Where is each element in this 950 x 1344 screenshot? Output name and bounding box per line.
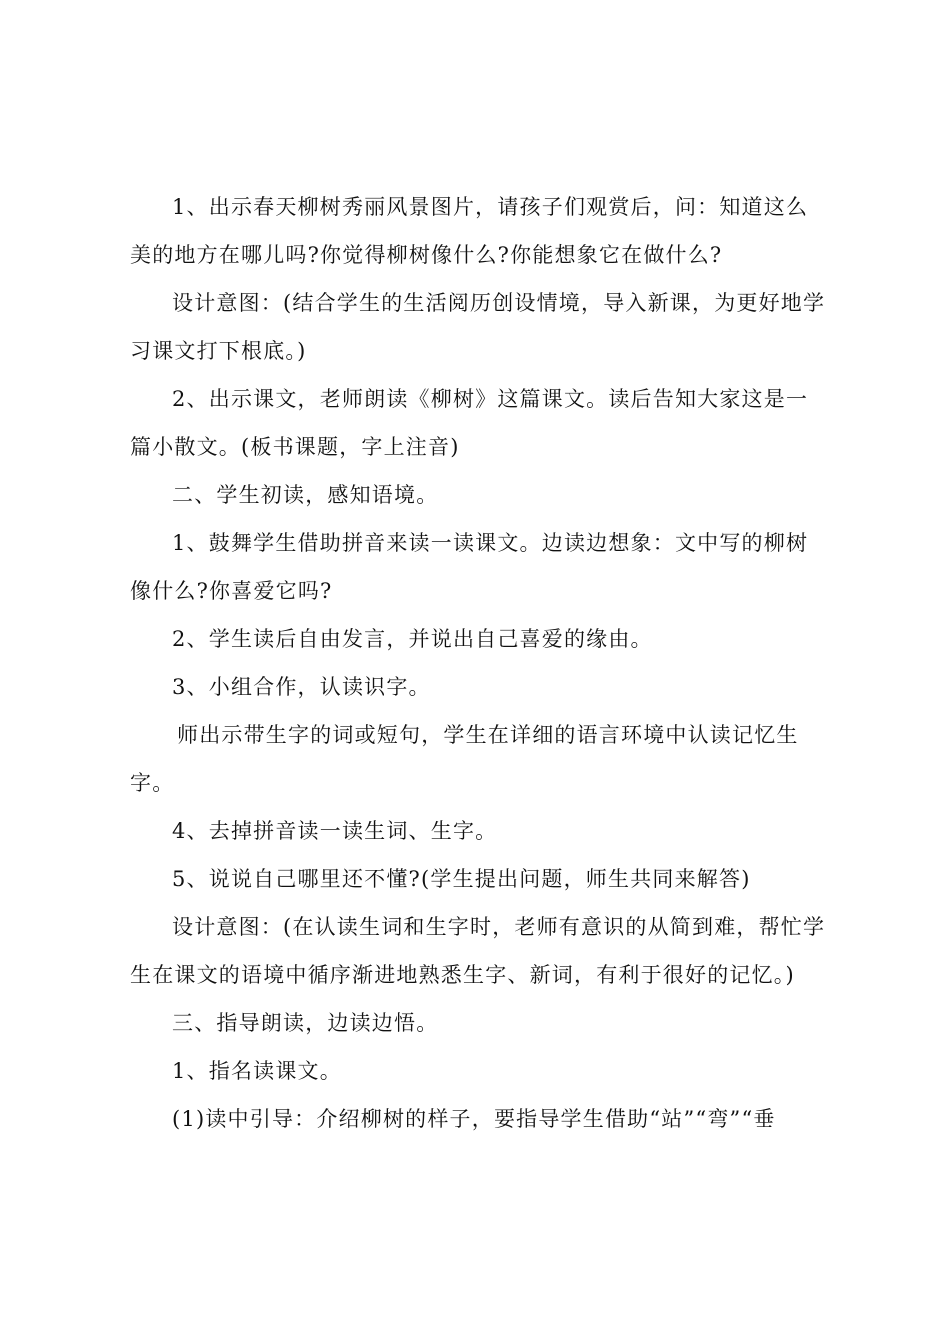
paragraph-6: 2、学生读后自由发言，并说出自己喜爱的缘由。 xyxy=(172,627,653,651)
paragraph-7: 3、小组合作，认读识字。 xyxy=(172,675,431,699)
section-heading-2: 二、学生初读，感知语境。 xyxy=(172,483,439,507)
document-body xyxy=(130,183,830,1143)
paragraph-3: 2、出示课文，老师朗读《柳树》这篇课文。读后告知大家这是一篇小散文。(板书课题，字上注音) xyxy=(130,387,809,459)
paragraph-8: 师出示带生字的词或短句，学生在详细的语言环境中认读记忆生字。 xyxy=(130,723,799,795)
paragraph-14: (1)读中引导：介绍柳树的样子，要指导学生借助“站”“弯”“垂 xyxy=(172,1107,776,1131)
paragraph-5: 1、鼓舞学生借助拼音来读一读课文。边读边想象：文中写的柳树像什么?你喜爱它吗? xyxy=(130,531,809,603)
paragraph-13: 1、指名读课文。 xyxy=(172,1059,342,1083)
paragraph-11: 设计意图：(在认读生词和生字时，老师有意识的从简到难，帮忙学生在课文的语境中循序渐进地熟悉生字、新词，有利于很好的记忆。) xyxy=(130,915,826,987)
paragraph-10: 5、说说自己哪里还不懂?(学生提出问题，师生共同来解答) xyxy=(172,867,751,891)
section-heading-3: 三、指导朗读，边读边悟。 xyxy=(172,1011,439,1035)
paragraph-1: 1、出示春天柳树秀丽风景图片，请孩子们观赏后，问：知道这么美的地方在哪儿吗?你觉得柳树像什么?你能想象它在做什么? xyxy=(130,195,809,267)
paragraph-2: 设计意图：(结合学生的生活阅历创设情境，导入新课，为更好地学习课文打下根底。) xyxy=(130,291,826,363)
paragraph-9: 4、去掉拼音读一读生词、生字。 xyxy=(172,819,498,843)
